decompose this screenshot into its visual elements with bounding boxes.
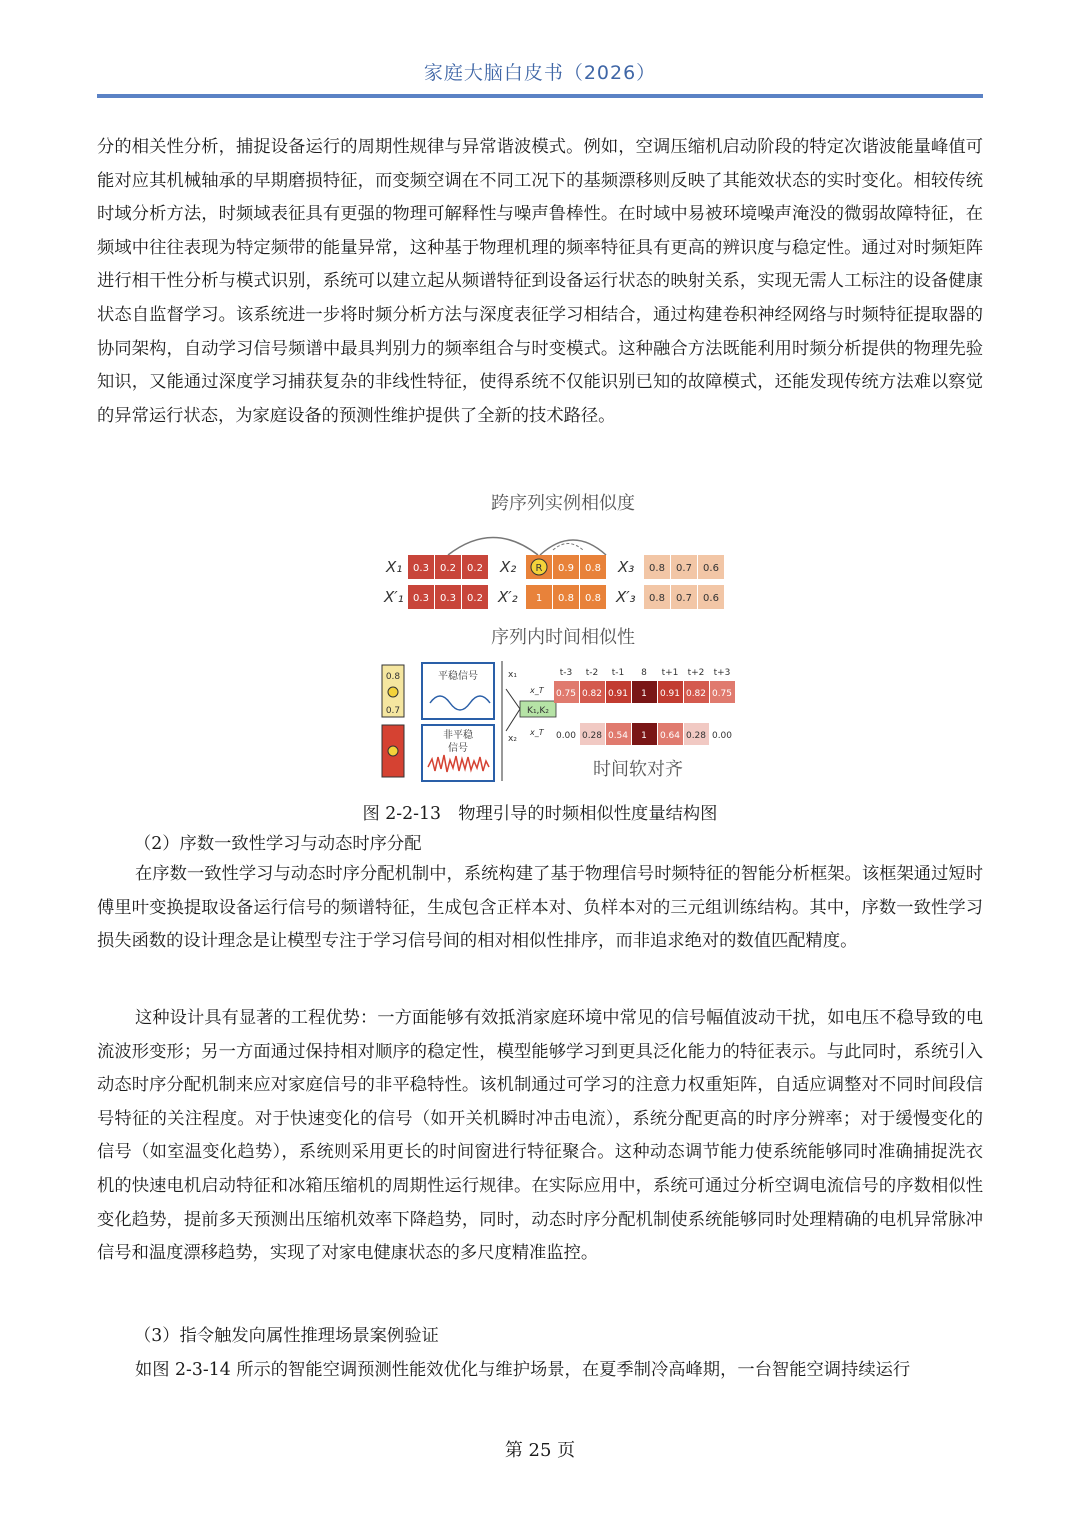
heat-a-val-5: 0.91 (659, 689, 681, 699)
col-header-7: t+3 (713, 668, 731, 678)
val-r2-a1: 0.3 (413, 593, 429, 604)
figure-title-cross-instance: 跨序列实例相似度 (491, 493, 635, 514)
indicator-top-dot (388, 687, 398, 697)
heat-row-b (554, 723, 735, 745)
label-x2-prime: X′₂ (498, 588, 518, 606)
heat-a-val-7: 0.75 (711, 689, 733, 699)
node-label-2: x₂ (508, 734, 517, 744)
paragraph-2: 在序数一致性学习与动态时序分配机制中，系统构建了基于物理信号时频特征的智能分析框架。该框架通过短时傅里叶变换提取设备运行信号的频谱特征，生成包含正样本对、负样本对的三元组训练结构。其中，序数一致性学习损失函数的设计理念是让模型专注于学习信号间的相对相似性排序，而非追求绝对的数值匹配精度。 (97, 864, 983, 952)
val-r1-a1: 0.3 (413, 563, 429, 574)
val-r1-a3: 0.2 (467, 563, 483, 574)
arc-x2-to-x3 (540, 540, 606, 555)
label-x1: X₁ (386, 558, 403, 576)
col-headers (560, 668, 731, 678)
val-r1-b1: 0.9 (558, 563, 574, 574)
paragraph-1: 分的相关性分析，捕捉设备运行的周期性规律与异常谐波模式。例如，空调压缩机启动阶段的特定次谐波能量峰值可能对应其机械轴承的早期磨损特征，而变频空调在不同工况下的基频漂移则反映了其能效状态的实时变化。相较传统时域分析方法，时频域表征具有更强的物理可解释性与噪声鲁棒性。在时域中易被环境噪声淹没的微弱故障特征，在频域中往往表现为特定频带的能量异常，这种基于物理机理的频率特征具有更高的辨识度与稳定性。通过对时频矩阵进行相干性分析与模式识别，系统可以建立起从频谱特征到设备运行状态的映射关系，实现无需人工标注的设备健康状态自监督学习。该系统进一步将时频分析方法与深度表征学习相结合，通过构建卷积神经网络与时频特征提取器的协同架构，自动学习信号频谱中最具判别力的频率组合与时变模式。这种融合方法既能利用时频分析提供的物理先验知识，又能通过深度学习捕获复杂的非线性特征，使得系统不仅能识别已知的故障模式，还能发现传统方法难以察觉的异常运行状态，为家庭设备的预测性维护提供了全新的技术路径。 (97, 137, 983, 426)
subheading-2: （2）序数一致性学习与动态时序分配 (134, 834, 422, 854)
col-header-1: t-3 (559, 668, 573, 678)
page-number: 第 25 页 (504, 1440, 576, 1461)
val-r2-c2: 0.7 (676, 593, 692, 604)
heat-b-val-5: 0.64 (659, 731, 681, 741)
paragraph-4: 如图 2-3-14 所示的智能空调预测性能效优化与维护场景，在夏季制冷高峰期，一台智能空调持续运行 (135, 1360, 911, 1380)
noisy-signal-label-2: 信号 (448, 743, 468, 754)
heat-b-val-3: 0.54 (607, 731, 629, 741)
col-header-4: 8 (641, 668, 647, 678)
label-x2: X₂ (500, 558, 517, 576)
heat-b-val-6: 0.28 (685, 731, 707, 741)
val-r1-c1: 0.8 (649, 563, 665, 574)
indicator-top-value-2: 0.7 (385, 706, 401, 716)
link-lines (506, 689, 520, 731)
val-r2-c3: 0.6 (703, 593, 719, 604)
val-r1-c2: 0.7 (676, 563, 692, 574)
col-header-5: t+1 (661, 668, 679, 678)
heat-a-val-4: 1 (641, 689, 647, 699)
reference-marker-label: R (535, 563, 543, 574)
similarity-figure (378, 485, 748, 785)
col-header-2: t-2 (585, 668, 599, 678)
header-divider (97, 94, 983, 98)
val-r2-b1: 1 (535, 593, 543, 604)
heat-b-val-1: 0.00 (555, 731, 577, 741)
figure-title-intra-sequence: 序列内时间相似性 (491, 627, 635, 648)
heat-b-val-2: 0.28 (581, 731, 603, 741)
node-label-1: x₁ (508, 670, 517, 680)
page-header: 家庭大脑白皮书（2026） (423, 62, 657, 84)
val-r2-a3: 0.2 (467, 593, 483, 604)
link-box-label: K₁,K₂ (527, 706, 549, 716)
col-header-6: t+2 (687, 668, 705, 678)
val-r2-b3: 0.8 (585, 593, 601, 604)
val-r2-b2: 0.8 (558, 593, 574, 604)
label-x1-prime: X′₁ (384, 588, 404, 606)
heat-b-val-7: 0.00 (711, 731, 733, 741)
label-x3-prime: X′₃ (616, 588, 636, 606)
row-label-b: x_T (530, 728, 544, 737)
val-r1-a2: 0.2 (440, 563, 456, 574)
val-r1-b2: 0.8 (585, 563, 601, 574)
label-x3: X₃ (618, 558, 635, 576)
indicator-top-value: 0.8 (385, 672, 401, 682)
heat-a-val-2: 0.82 (581, 689, 603, 699)
heat-row-a (554, 681, 735, 703)
indicator-bottom-dot (388, 746, 398, 756)
arc-x1-to-x2 (448, 538, 538, 556)
heat-a-val-3: 0.91 (607, 689, 629, 699)
col-header-3: t-1 (611, 668, 625, 678)
figure-title-soft-alignment: 时间软对齐 (593, 759, 683, 780)
paragraph-3: 这种设计具有显著的工程优势：一方面能够有效抵消家庭环境中常见的信号幅值波动干扰，如电压不稳导致的电流波形变形；另一方面通过保持相对顺序的稳定性，模型能够学习到更具泛化能力的特征表示。与此同时，系统引入动态时序分配机制来应对家庭信号的非平稳特性。该机制通过可学习的注意力权重矩阵，自适应调整对不同时间段信号特征的关注程度。对于快速变化的信号（如开关机瞬时冲击电流），系统分配更高的时序分辨率；对于缓慢变化的信号（如室温变化趋势），系统则采用更长的时间窗进行特征聚合。这种动态调节能力使系统能够同时准确捕捉洗衣机的快速电机启动特征和冰箱压缩机的周期性运行规律。在实际应用中，系统可通过分析空调电流信号的序数相似性变化趋势，提前多天预测出压缩机效率下降趋势，同时，动态时序分配机制使系统能够同时处理精确的电机异常脉冲信号和温度漂移趋势，实现了对家电健康状态的多尺度精准监控。 (97, 1008, 983, 1264)
heat-a-val-6: 0.82 (685, 689, 707, 699)
noisy-signal-label-1: 非平稳 (443, 730, 473, 741)
figure-caption: 图 2-2-13 物理引导的时频相似性度量结构图 (362, 804, 718, 824)
row-label-a: x_T (530, 686, 544, 695)
heat-a-val-1: 0.75 (555, 689, 577, 699)
val-r2-c1: 0.8 (649, 593, 665, 604)
smooth-signal-label: 平稳信号 (438, 671, 478, 682)
subheading-3: （3）指令触发向属性推理场景案例验证 (134, 1326, 439, 1346)
arc-x2-small (553, 544, 583, 551)
heat-b-val-4: 1 (641, 731, 647, 741)
val-r1-c3: 0.6 (703, 563, 719, 574)
val-r2-a2: 0.3 (440, 593, 456, 604)
